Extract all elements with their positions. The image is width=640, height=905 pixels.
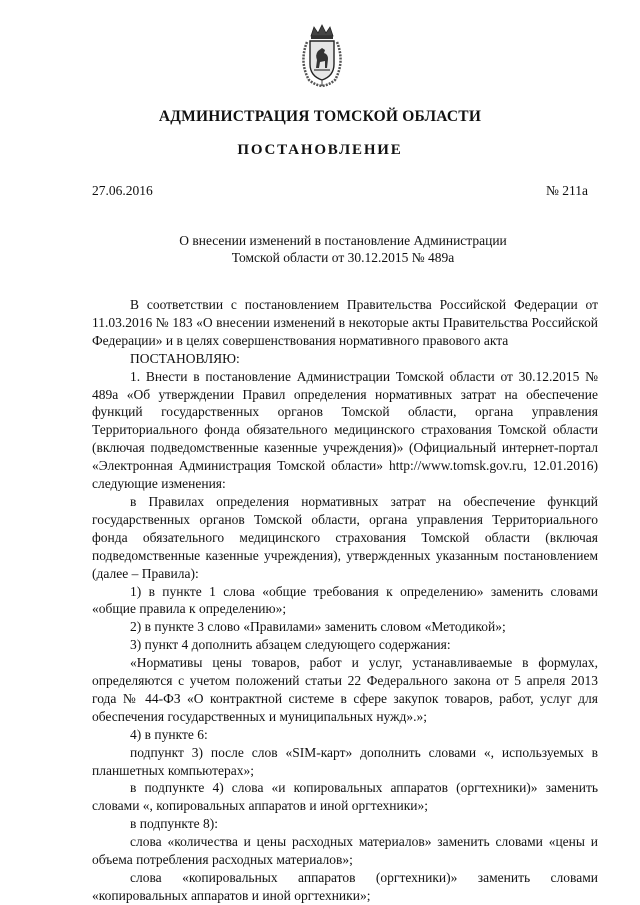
document-number: № 211а [546,183,588,198]
document-body [92,296,598,905]
body-paragraph: слова «количества и цены расходных материалов» заменить словами «цены и объема потребления расходных материалов»; [92,834,598,868]
body-paragraph: В соответствии с постановлением Правительства Российской Федерации от 11.03.2016 № 183 «О внесении изменений в некоторые акты Правительства Российской Федерации» и в целях совершенствования нормативного правового акта [92,297,598,348]
body-paragraph: слова «копировальных аппаратов (оргтехники)» заменить словами «копировальных аппаратов и иной оргтехники»; [92,870,598,903]
body-paragraph: «Нормативы цены товаров, работ и услуг, устанавливаемые в формулах, определяются с учетом положений статьи 22 Федерального закона от 5 апреля 2013 года № 44-ФЗ «О контрактной системе в сфере закупок товаров, работ, услуг для обеспечения государственных и муниципальных нужд».»; [92,655,598,724]
document-date: 27.06.2016 [92,183,153,198]
body-paragraph: в подпункте 8): [130,816,219,832]
subject-line: Томской области от 30.12.2015 № 489а [231,250,455,265]
body-paragraph: 2) в пункте 3 слово «Правилами» заменить словом «Методикой»; [130,619,506,635]
body-paragraph: в подпункте 4) слова «и копировальных аппаратов (оргтехники)» заменить словами «, копировальных аппаратов и иной оргтехники»; [92,780,598,814]
document-subject [0,232,640,266]
body-paragraph: 3) пункт 4 дополнить абзацем следующего содержания: [130,637,451,653]
body-paragraph: 4) в пункте 6: [130,726,208,742]
subject-line: О внесении изменений в постановление Администрации [179,233,507,248]
body-paragraph: 1. Внести в постановление Администрации Томской области от 30.12.2015 № 489а «Об утверждении Правил определения нормативных затрат на обеспечение функций государственных органов Томской области, органа управления Территориального фонда обязательного медицинского страхования Томской области (включая подведомственные казенные учреждения)» (Официальный интернет-портал «Электронная Администрация Томской области» http://www.tomsk.gov.ru, 12.01.2016) следующие изменения: [92,368,598,492]
body-paragraph: 1) в пункте 1 слова «общие требования к определению» заменить словами «общие правила к определению»; [92,583,598,617]
body-paragraph: ПОСТАНОВЛЯЮ: [130,350,240,366]
organization-title: АДМИНИСТРАЦИЯ ТОМСКОЙ ОБЛАСТИ [158,108,482,125]
document-type: ПОСТАНОВЛЕНИЕ [237,142,403,158]
body-paragraph: подпункт 3) после слов «SIM-карт» дополнить словами «, используемых в планшетных компьютерах»; [92,744,598,778]
coat-of-arms-icon [297,22,347,88]
body-paragraph: в Правилах определения нормативных затрат на обеспечение функций государственных органов Томской области, органа управления Территориального фонда обязательного медицинского страхования Томской области (включая подведомственные казенные учреждения), утвержденных указанным постановлением (далее – Правила): [92,493,598,581]
